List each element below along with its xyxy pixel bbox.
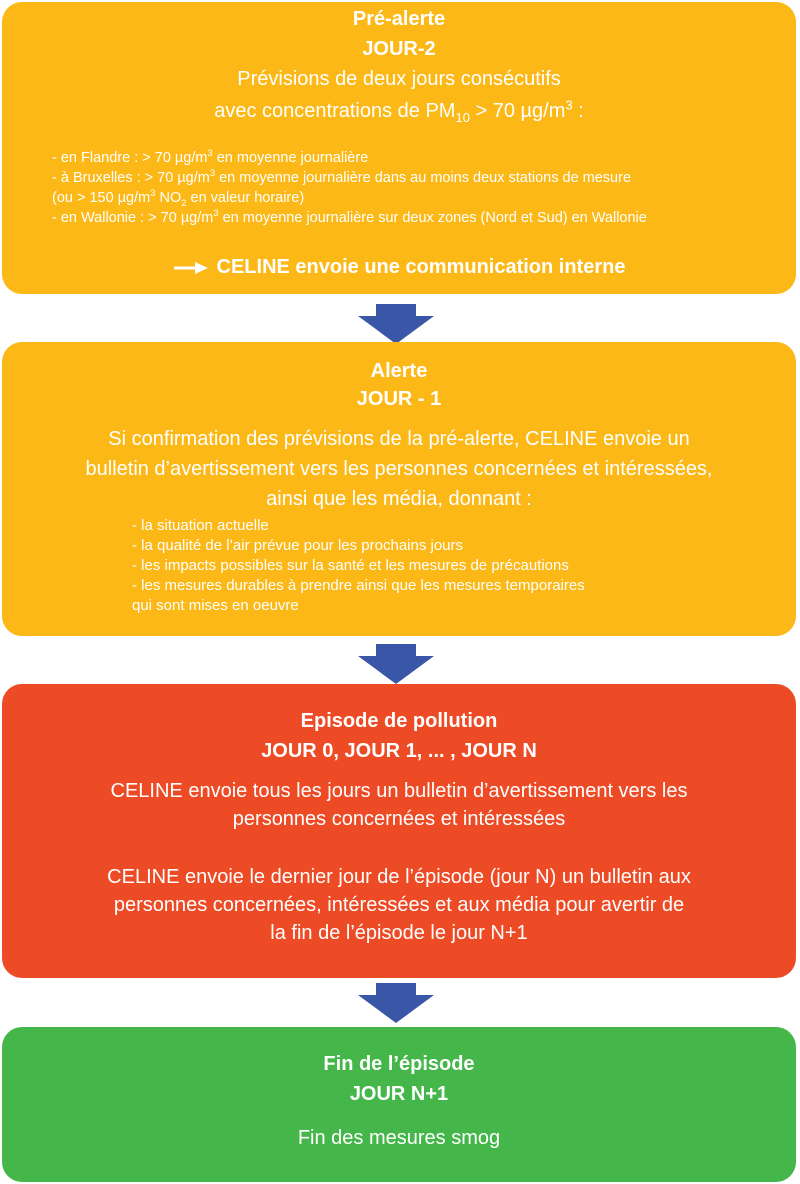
step-description-line: CELINE envoie le dernier jour de l’épisode (jour N) un bulletin aux xyxy=(107,866,691,888)
step-description-line: Fin des mesures smog xyxy=(297,1127,501,1149)
list-item: - la qualité de l’air prévue pour les prochains jours xyxy=(132,537,464,554)
step-day: JOUR 0, JOUR 1, ... , JOUR N xyxy=(261,740,537,762)
step-pollution-episode xyxy=(2,684,796,978)
step-description-line: personnes concernées et intéressées xyxy=(232,808,566,830)
step-end-of-episode xyxy=(2,1027,796,1182)
step-title: Fin de l’épisode xyxy=(323,1053,475,1075)
step-pre-alert xyxy=(2,2,796,294)
list-item: - les impacts possibles sur la santé et les mesures de précautions xyxy=(132,557,569,574)
list-item: - à Bruxelles : > 70 $\mu g/m^3$ en moyenne journalière dans au moins deux stations de mesure xyxy=(52,167,632,186)
arrow-down-icon xyxy=(358,304,434,344)
step-description-line: ainsi que les média, donnant : xyxy=(266,488,532,510)
step-description-line: bulletin d’avertissement vers les personnes concernées et intéressées, xyxy=(85,458,713,480)
criteria-list xyxy=(52,148,647,228)
list-item: qui sont mises en oeuvre xyxy=(132,597,299,614)
list-item: - les mesures durables à prendre ainsi que les mesures temporaires xyxy=(132,577,585,594)
step-action: CELINE envoie une communication interne xyxy=(2,256,796,279)
list-item: - la situation actuelle xyxy=(132,517,269,534)
step-description-line: personnes concernées, intéressées et aux média pour avertir de xyxy=(113,894,685,916)
step-description-line: Si confirmation des prévisions de la pré-alerte, CELINE envoie un xyxy=(108,428,690,450)
step-description-line: la fin de l’épisode le jour N+1 xyxy=(270,922,528,944)
arrow-down-icon xyxy=(358,644,434,684)
step-title: Episode de pollution xyxy=(300,710,498,732)
step-day: JOUR N+1 xyxy=(349,1083,449,1105)
list-item: (ou > 150 $\mu g/m^3$ $NO_2$ en valeur horaire) xyxy=(52,187,305,208)
step-title: Alerte xyxy=(370,360,428,382)
step-description-line: Prévisions de deux jours consécutifs xyxy=(237,68,561,90)
list-item: - en Flandre : > 70 $\mu g/m^3$ en moyenne journalière xyxy=(52,147,369,166)
step-description-line: avec concentrations de $PM_{10} > 70$ $\mu g/m^3$ : xyxy=(214,97,584,125)
step-day: JOUR - 1 xyxy=(356,388,442,410)
step-alert xyxy=(2,342,796,636)
bulletin-contents-list xyxy=(132,516,585,616)
list-item: - en Wallonie : > 70 $\mu g/m^3$ en moyenne journalière sur deux zones (Nord et Sud) en Wallonie xyxy=(52,207,647,226)
arrow-down-icon xyxy=(358,983,434,1023)
step-description-line: CELINE envoie tous les jours un bulletin d’avertissement vers les xyxy=(110,780,688,802)
step-title: Pré-alerte xyxy=(352,8,446,30)
step-day: JOUR-2 xyxy=(362,38,436,60)
arrow-right-icon xyxy=(173,261,209,275)
